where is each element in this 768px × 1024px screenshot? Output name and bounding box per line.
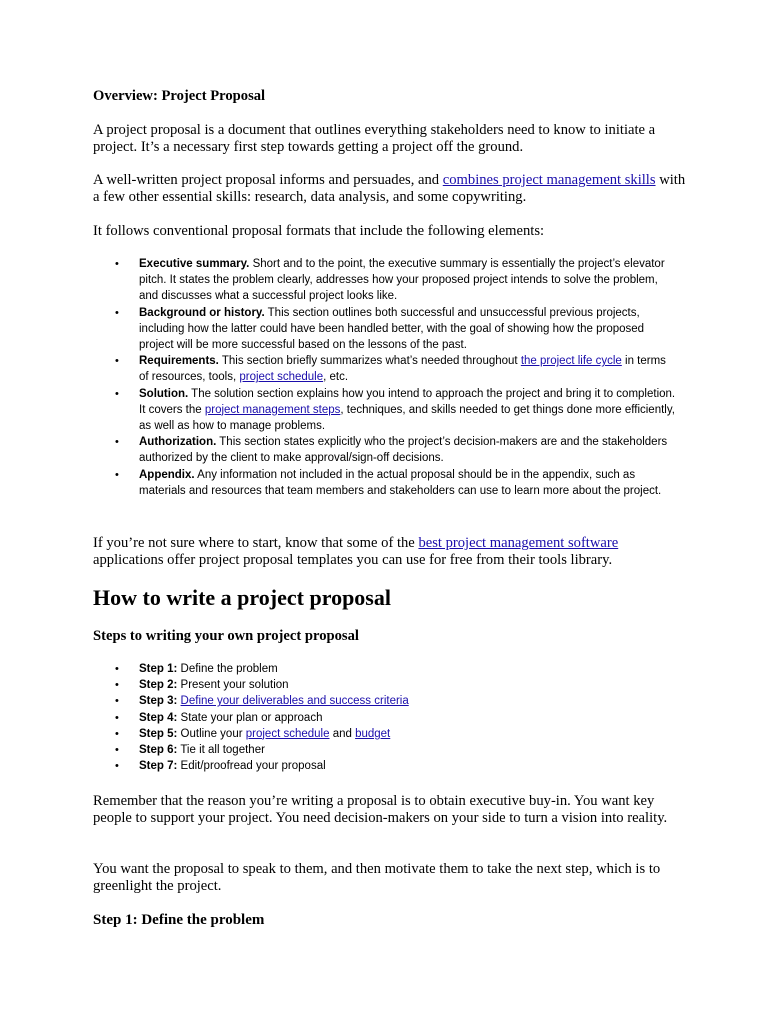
proposal-elements-list xyxy=(93,256,678,499)
greenlight-paragraph: You want the proposal to speak to them, and then motivate them to take the next step, which is to greenlight the project. xyxy=(93,861,661,894)
formats-paragraph: It follows conventional proposal formats that include the following elements: xyxy=(93,223,545,239)
bullet-icon: • xyxy=(115,679,119,692)
project-management-steps-link[interactable]: project management steps xyxy=(204,403,341,416)
bullet-icon: • xyxy=(115,468,119,481)
project-schedule-link[interactable]: project schedule xyxy=(245,727,330,740)
bullet-icon: • xyxy=(115,306,119,319)
bullet-icon: • xyxy=(115,727,119,740)
bullet-icon: • xyxy=(115,258,119,270)
combines-skills-link[interactable]: combines project management skills xyxy=(442,172,656,188)
step1-heading: Step 1: Define the problem xyxy=(93,912,265,928)
list-item: • Requirements. This section briefly summarizes what’s needed throughout the project life cycle in terms of resources, tools, project schedule, etc. xyxy=(115,355,666,384)
list-item: • Solution. The solution section explains how you intend to approach the project and bring it to completion. It covers the project management steps, techniques, and skills needed to get things done more efficiently, as well as how to manage problems. xyxy=(115,387,676,433)
bullet-icon: • xyxy=(115,744,119,757)
list-item: • Appendix. Any information not included in the actual proposal should be in the appendix, such as materials and resources that team members and stakeholders can use to learn more about the project. xyxy=(115,468,662,497)
overview-heading: Overview: Project Proposal xyxy=(93,88,266,104)
project-schedule-link[interactable]: project schedule xyxy=(239,371,324,384)
page-title: How to write a project proposal xyxy=(93,585,391,610)
list-item: • Step 2: Present your solution xyxy=(93,677,678,693)
buy-in-paragraph: Remember that the reason you’re writing a proposal is to obtain executive buy-in. You want key people to support your project. You need decision-makers on your side to turn a vision into reality. xyxy=(93,793,668,826)
project-life-cycle-link[interactable]: the project life cycle xyxy=(520,355,622,368)
bullet-icon: • xyxy=(115,663,119,675)
steps-list xyxy=(93,661,678,774)
steps-heading: Steps to writing your own project proposal xyxy=(93,628,359,644)
list-item: • Authorization. This section states explicitly who the project’s decision-makers are and the stakeholders authorized by the client to make approval/sign-off decisions. xyxy=(115,436,668,465)
bullet-icon: • xyxy=(115,436,119,449)
list-item: • Step 3: Define your deliverables and success criteria xyxy=(93,693,678,709)
list-item: • Background or history. This section outlines both successful and unsuccessful previous projects, including how the latter could have been handled better, with the goal of showing how the proposed project will be more successful based on the lessons of the past. xyxy=(115,306,645,352)
intro-paragraph: A project proposal is a document that outlines everything stakeholders need to know to initiate a project. It’s a necessary first step towards getting a project off the ground. xyxy=(93,122,656,155)
bullet-icon: • xyxy=(115,695,119,708)
bullet-icon: • xyxy=(115,387,119,400)
list-item: • Step 4: State your plan or approach xyxy=(93,710,678,726)
skills-paragraph: A well-written project proposal informs and persuades, and combines project management skills with a few other essential skills: research, data analysis, and some copywriting. xyxy=(93,172,686,205)
best-pm-software-link[interactable]: best project management software xyxy=(418,535,619,551)
list-item: • Step 5: Outline your project schedule and budget xyxy=(93,726,678,742)
deliverables-link[interactable]: Define your deliverables and success criteria xyxy=(180,695,409,708)
list-item: • Executive summary. Short and to the point, the executive summary is essentially the project’s elevator pitch. It states the problem clearly, addresses how your proposed project intends to solve the problem, and discusses what a successful project looks like. xyxy=(115,258,665,303)
list-item: • Step 1: Define the problem xyxy=(93,661,678,677)
bullet-icon: • xyxy=(115,355,119,368)
bullet-icon: • xyxy=(115,760,119,773)
bullet-icon: • xyxy=(115,711,119,724)
budget-link[interactable]: budget xyxy=(355,727,391,740)
list-item: • Step 7: Edit/proofread your proposal xyxy=(93,758,678,774)
software-paragraph: If you’re not sure where to start, know that some of the best project management software applications offer project proposal templates you can use for free from their tools library. xyxy=(93,535,619,568)
list-item: • Step 6: Tie it all together xyxy=(93,742,678,758)
